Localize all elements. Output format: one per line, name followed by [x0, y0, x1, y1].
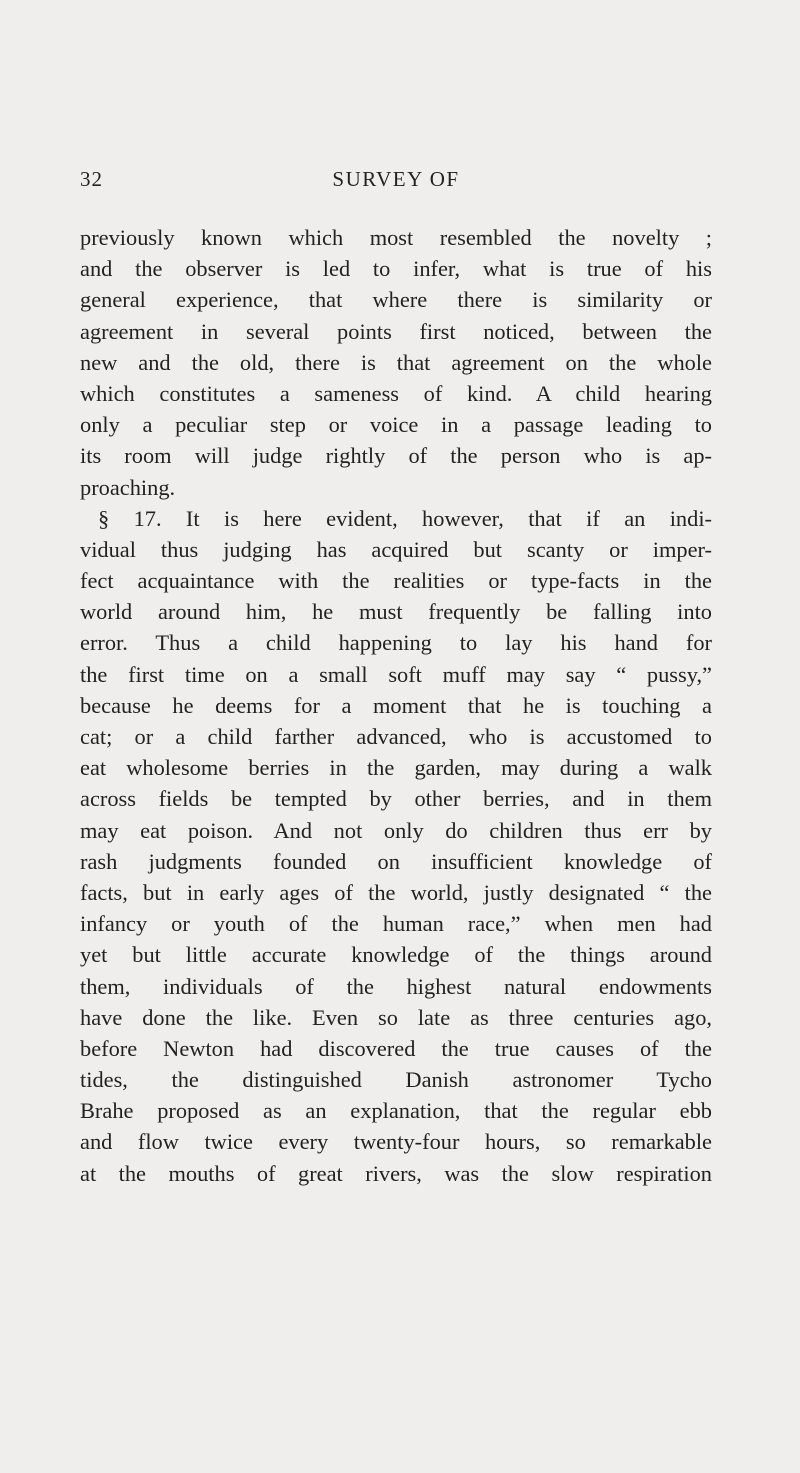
text-line: and the observer is led to infer, what is true of his — [80, 256, 712, 282]
text-line: general experience, that where there is similarity or — [80, 287, 712, 313]
text-line: and flow twice every twenty-four hours, so remarkable — [80, 1129, 712, 1155]
page-number: 32 — [80, 167, 103, 191]
text-line: infancy or youth of the human race,” when men had — [80, 911, 712, 937]
text-line: across fields be tempted by other berries, and in them — [80, 786, 712, 812]
text-line: have done the like. Even so late as three centuries ago, — [80, 1004, 712, 1030]
text-line: at the mouths of great rivers, was the slow respiration — [80, 1160, 712, 1186]
text-line: facts, but in early ages of the world, justly designated “ the — [80, 879, 712, 905]
text-line: them, individuals of the highest natural endowments — [80, 973, 712, 999]
running-head: SURVEY OF — [332, 167, 460, 191]
text-line: agreement in several points first noticed, between the — [80, 318, 712, 344]
text-line: its room will judge rightly of the person who is ap- — [80, 443, 712, 469]
text-line: vidual thus judging has acquired but scanty or imper- — [80, 536, 712, 562]
section-heading-line: § 17. It is here evident, however, that if an indi- — [98, 505, 712, 531]
text-line: tides, the distinguished Danish astronomer Tycho — [80, 1067, 712, 1093]
text-line: before Newton had discovered the true causes of the — [80, 1035, 712, 1061]
text-line: world around him, he must frequently be falling into — [80, 599, 712, 625]
text-line: because he deems for a moment that he is touching a — [80, 692, 712, 718]
text-line: may eat poison. And not only do children thus err by — [80, 817, 712, 843]
text-line: rash judgments founded on insufficient knowledge of — [80, 848, 712, 874]
text-line: fect acquaintance with the realities or type-facts in the — [80, 568, 712, 594]
text-line: only a peculiar step or voice in a passage leading to — [80, 412, 712, 438]
text-line: error. Thus a child happening to lay his hand for — [80, 630, 712, 656]
text-line: eat wholesome berries in the garden, may during a walk — [80, 755, 712, 781]
text-line: cat; or a child farther advanced, who is accustomed to — [80, 724, 712, 749]
text-line: Brahe proposed as an explanation, that the regular ebb — [80, 1098, 712, 1124]
text-line: the first time on a small soft muff may say “ pussy,” — [80, 661, 712, 687]
text-line: new and the old, there is that agreement on the whole — [80, 349, 712, 375]
text-line: yet but little accurate knowledge of the things around — [80, 942, 712, 968]
text-line: proaching. — [80, 474, 176, 500]
body-text — [80, 222, 712, 1189]
text-line: which constitutes a sameness of kind. A child hearing — [80, 380, 712, 406]
page-header — [80, 167, 712, 197]
text-line: previously known which most resembled the novelty ; — [80, 225, 712, 250]
